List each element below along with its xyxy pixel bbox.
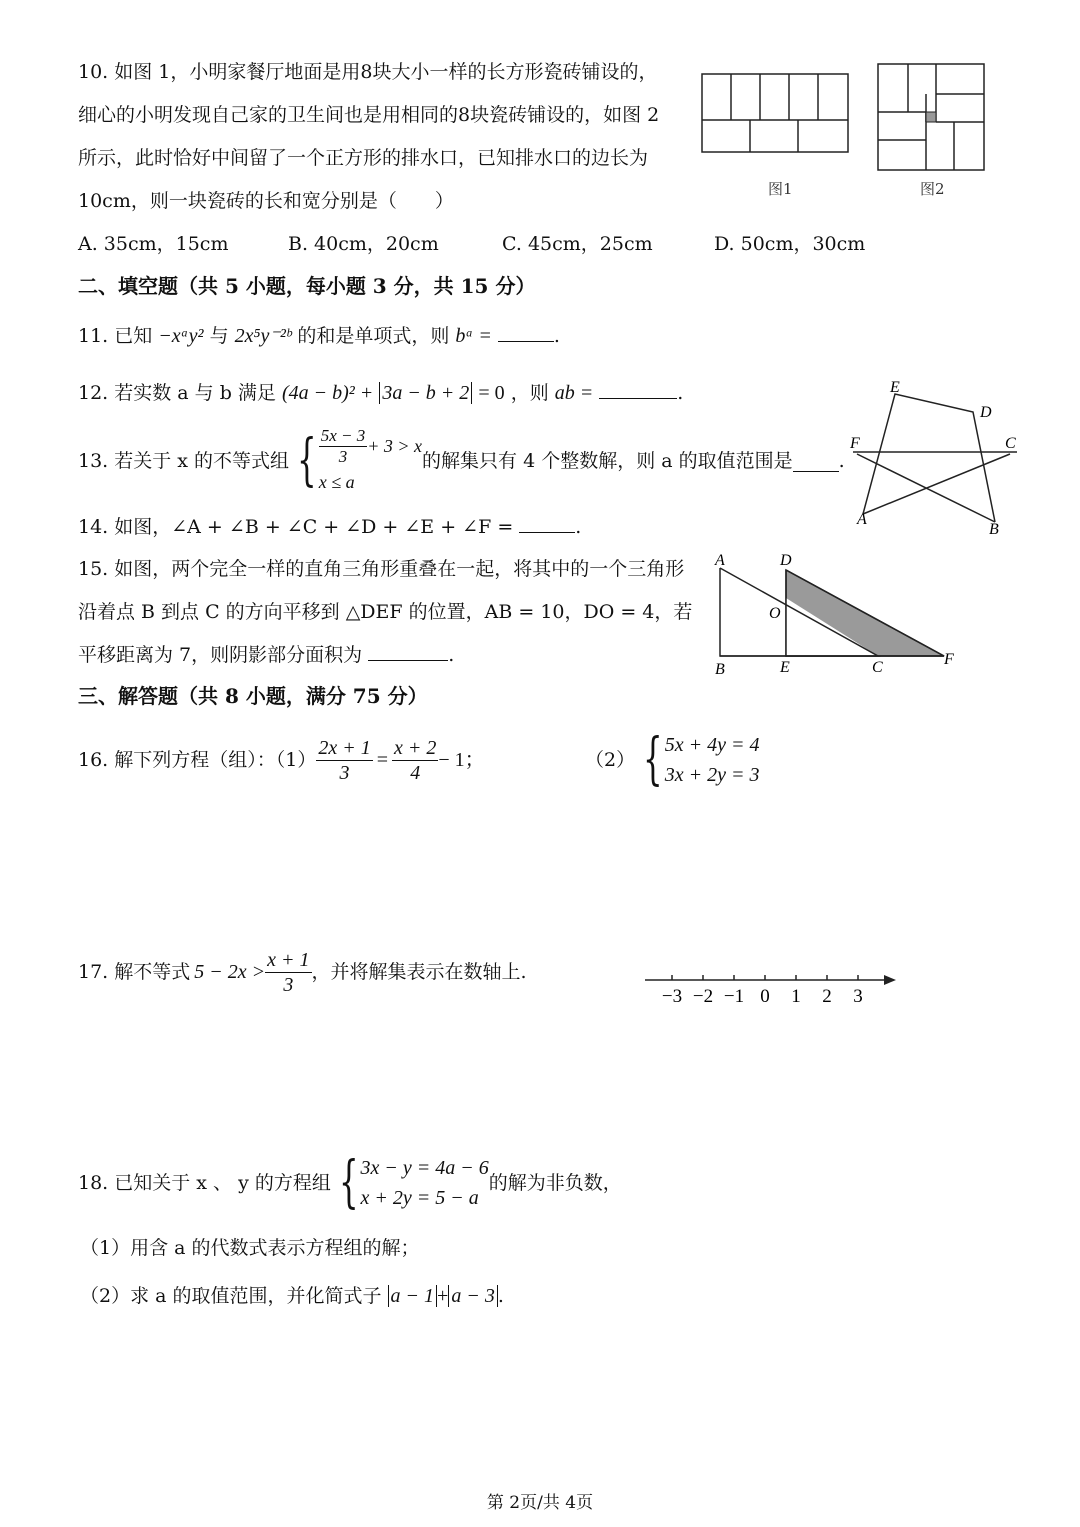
q11-prefix: 11. 已知 [78,325,153,347]
q16-equals: = [376,749,389,771]
brace-icon: { [643,727,663,792]
tri-label-c: C [872,659,883,676]
q10-line3: 所示，此时恰好中间留了一个正方形的排水口，已知排水口的边长为 [78,147,649,169]
q18-abs2: a − 3 [448,1285,498,1307]
star-figure [845,372,1025,538]
q18-system [331,1150,489,1215]
fig1-caption: 图1 [768,180,793,198]
page-footer: 第 2页/共 4页 [486,1493,594,1513]
q18-plus: + [437,1285,449,1307]
q17 [78,942,527,1002]
fig2-caption: 图2 [920,180,945,198]
q16-lhs-fraction: $\frac{2x + 1}{3}$ [318,736,371,784]
q18-suffix: 的解为非负数， [488,1172,622,1194]
q16 [78,730,485,790]
number-line [640,966,905,1010]
tri-label-e: E [780,659,790,676]
q10-option-c: C. 45cm，25cm [502,233,653,255]
q10-option-a: A. 35cm，15cm [78,233,229,255]
q16-sys-eq1: 5x + 4y = 4 [664,734,760,756]
q12-abs-expr: 3a − b + 2 [379,382,472,404]
q13: 13. 若关于 x 的不等式组 { $\frac{5x - 3}{3}$ + 3 > x x ≤ a 的解集只有 4 个整数解，则 a 的取值范围是 . [78,424,845,498]
q13-prefix: 13. 若关于 x 的不等式组 [78,450,290,472]
star-label-f: F [850,435,860,452]
q16-rhs-tail: − 1； [438,749,485,771]
q15-line3: 平移距离为 7，则阴影部分面积为 [78,644,363,666]
section2-title: 二、填空题（共 5 小题，每小题 3 分，共 15 分） [78,274,536,298]
q12-answer-blank[interactable] [599,378,677,399]
q10-option-d: D. 50cm，30cm [714,233,866,255]
q17-fraction: $\frac{x + 1}{3}$ [267,948,310,996]
q16-sys-eq2: 3x + 2y = 3 [664,764,760,786]
q18-part1: （1）用含 a 的代数式表示方程组的解； [80,1237,420,1259]
tri-label-b: B [715,661,725,678]
q13-line2: x ≤ a [318,471,355,492]
q15-line1: 15. 如图，两个完全一样的直角三角形重叠在一起，将其中的一个三角形 [78,558,685,580]
number-line-label: −2 [692,986,714,1007]
brace-icon: { [338,1150,359,1215]
number-line-label: 0 [760,986,770,1007]
q18-abs1: a − 1 [388,1285,438,1307]
star-label-b: B [989,521,999,538]
q11-term1: −xᵃy² [158,325,204,347]
q13-fraction: $\frac{5x - 3}{3}$ [320,425,366,466]
q13-suffix: 的解集只有 4 个整数解，则 a 的取值范围是 [422,450,793,472]
brace-icon: { [297,428,317,493]
q17-lhs: 5 − 2x > [194,961,266,983]
q16-system [635,727,760,792]
q18-sys-eq1: 3x − y = 4a − 6 [360,1157,489,1179]
q18-prefix: 18. 已知关于 x 、 y 的方程组 [78,1172,331,1194]
q11-suffix: 的和是单项式，则 [297,325,450,347]
q12: 12. 若实数 a 与 b 满足 (4a − b)² + 3a − b + 2 = 0 ，则 ab = . [78,378,683,407]
section3-title: 三、解答题（共 8 小题，满分 75 分） [78,684,428,708]
star-label-d: D [980,404,992,421]
q10-line4: 10cm，则一块瓷砖的长和宽分别是（ ） [78,190,454,212]
q15-line2: 沿着点 B 到点 C 的方向平移到 △DEF 的位置，AB = 10，DO = 4，若 [78,601,693,623]
q12-ab: ab = [554,382,594,404]
tile-figure-1 [700,72,850,154]
tile-figure-2 [876,62,988,174]
q18-sys-eq2: x + 2y = 5 − a [360,1187,479,1209]
q13-answer-blank[interactable] [793,451,839,472]
star-label-a: A [857,511,867,528]
q10-option-b: B. 40cm，20cm [288,233,439,255]
q12-expr3: = 0 [478,382,505,404]
q11-expr: bᵃ = [455,325,492,347]
q12-suffix: ，则 [510,382,549,404]
tri-label-a: A [715,552,725,569]
q14: 14. 如图，∠A + ∠B + ∠C + ∠D + ∠E + ∠F = . [78,512,581,541]
q16-rhs-fraction: $\frac{x + 2}{4}$ [394,736,437,784]
triangle-figure [710,550,970,678]
number-line-label: 3 [853,986,863,1007]
tri-label-f: F [944,651,954,668]
q11-mid: 与 [209,325,229,347]
q18 [78,1150,622,1216]
q11-term2: 2x⁵y⁻²ᵇ [234,325,292,347]
q16-part2-label: （2） [585,749,636,771]
number-line-label: −3 [661,986,683,1007]
q18-period: . [497,1285,504,1307]
q17-prefix: 17. 解不等式 [78,961,191,983]
number-line-label: −1 [723,986,745,1007]
q10-line1: 10. 如图 1，小明家餐厅地面是用8块大小一样的长方形瓷砖铺设的， [78,61,658,83]
star-label-c: C [1005,435,1016,452]
q18-part2 [80,1282,504,1310]
q15-line3-wrap: 平移距离为 7，则阴影部分面积为 . [78,640,454,669]
q16-part2 [585,727,759,793]
q18-part2-prefix: （2）求 a 的取值范围，并化简式子 [80,1285,382,1307]
q11-answer-blank[interactable] [498,321,554,342]
q17-suffix: ，并将解集表示在数轴上. [311,961,527,983]
q16-prefix: 16. 解下列方程（组）：（1） [78,749,317,771]
number-line-label: 1 [791,986,801,1007]
q13-line1-tail: + 3 > x [367,436,423,456]
q11: 11. 已知 −xᵃy² 与 2x⁵y⁻²ᵇ 的和是单项式，则 bᵃ = . [78,321,560,350]
number-line-label: 2 [822,986,832,1007]
q12-expr1: (4a − b)² + [281,382,374,404]
tri-label-o: O [769,605,781,622]
star-label-e: E [890,379,900,396]
q10-line2: 细心的小明发现自己家的卫生间也是用相同的8块瓷砖铺设的，如图 2 [78,104,660,126]
q14-text: 14. 如图，∠A + ∠B + ∠C + ∠D + ∠E + ∠F = [78,516,514,538]
q15-answer-blank[interactable] [368,640,448,661]
q13-system [289,426,422,497]
q12-prefix: 12. 若实数 a 与 b 满足 [78,382,276,404]
q14-answer-blank[interactable] [519,512,575,533]
tri-label-d: D [780,552,792,569]
